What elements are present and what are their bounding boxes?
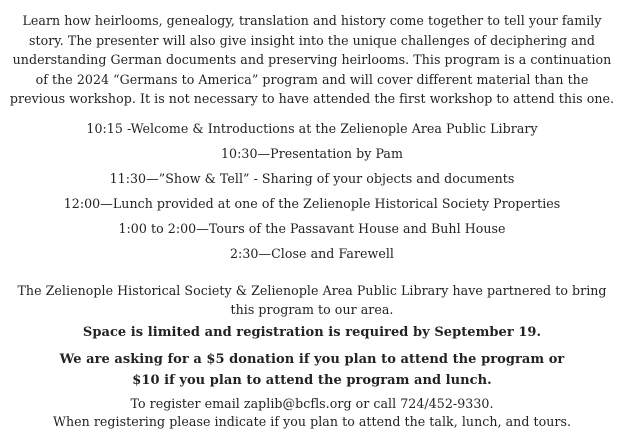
- donation-paragraph: [0, 349, 624, 391]
- intro-paragraph: [0, 11, 624, 109]
- schedule-item: 10:30—Presentation by Pam: [220, 146, 403, 161]
- registration-notice: Space is limited and registration is required by September 19.: [82, 325, 542, 340]
- intro-line: understanding German documents and preserving heirlooms. This program is a continuation: [12, 52, 612, 67]
- donation-line: We are asking for a $5 donation if you plan to attend the program or: [59, 352, 565, 367]
- partnership-line: The Zelienople Historical Society & Zelienople Area Public Library have partnered to bring: [17, 283, 607, 298]
- partnership-paragraph: [0, 281, 624, 319]
- intro-line: story. The presenter will also give insight into the unique challenges of deciphering and: [28, 32, 595, 48]
- contact-line: To register email zaplib@bcfls.org or call 724/452-9330.: [130, 396, 494, 411]
- donation-line: $10 if you plan to attend the program and lunch.: [132, 373, 492, 388]
- schedule-item: 10:15 -Welcome & Introductions at the Zelienople Area Public Library: [86, 121, 538, 136]
- intro-line: previous workshop. It is not necessary to have attended the first workshop to attend this one.: [9, 91, 615, 106]
- intro-line: Learn how heirlooms, genealogy, translation and history come together to tell your family: [22, 13, 602, 28]
- intro-line: of the 2024 “Germans to America” program and will cover different material than the: [35, 71, 589, 87]
- schedule-item: 1:00 to 2:00—Tours of the Passavant House and Buhl House: [118, 221, 506, 236]
- schedule-item: 12:00—Lunch provided at one of the Zelienople Historical Society Properties: [63, 196, 561, 211]
- partnership-line: this program to our area.: [230, 302, 394, 317]
- schedule-item: 2:30—Close and Farewell: [229, 246, 395, 261]
- cutoff-line: When registering please indicate if you plan to attend the talk, lunch, and tours.: [52, 414, 572, 429]
- schedule-item: 11:30—”Show & Tell” - Sharing of your objects and documents: [109, 171, 515, 186]
